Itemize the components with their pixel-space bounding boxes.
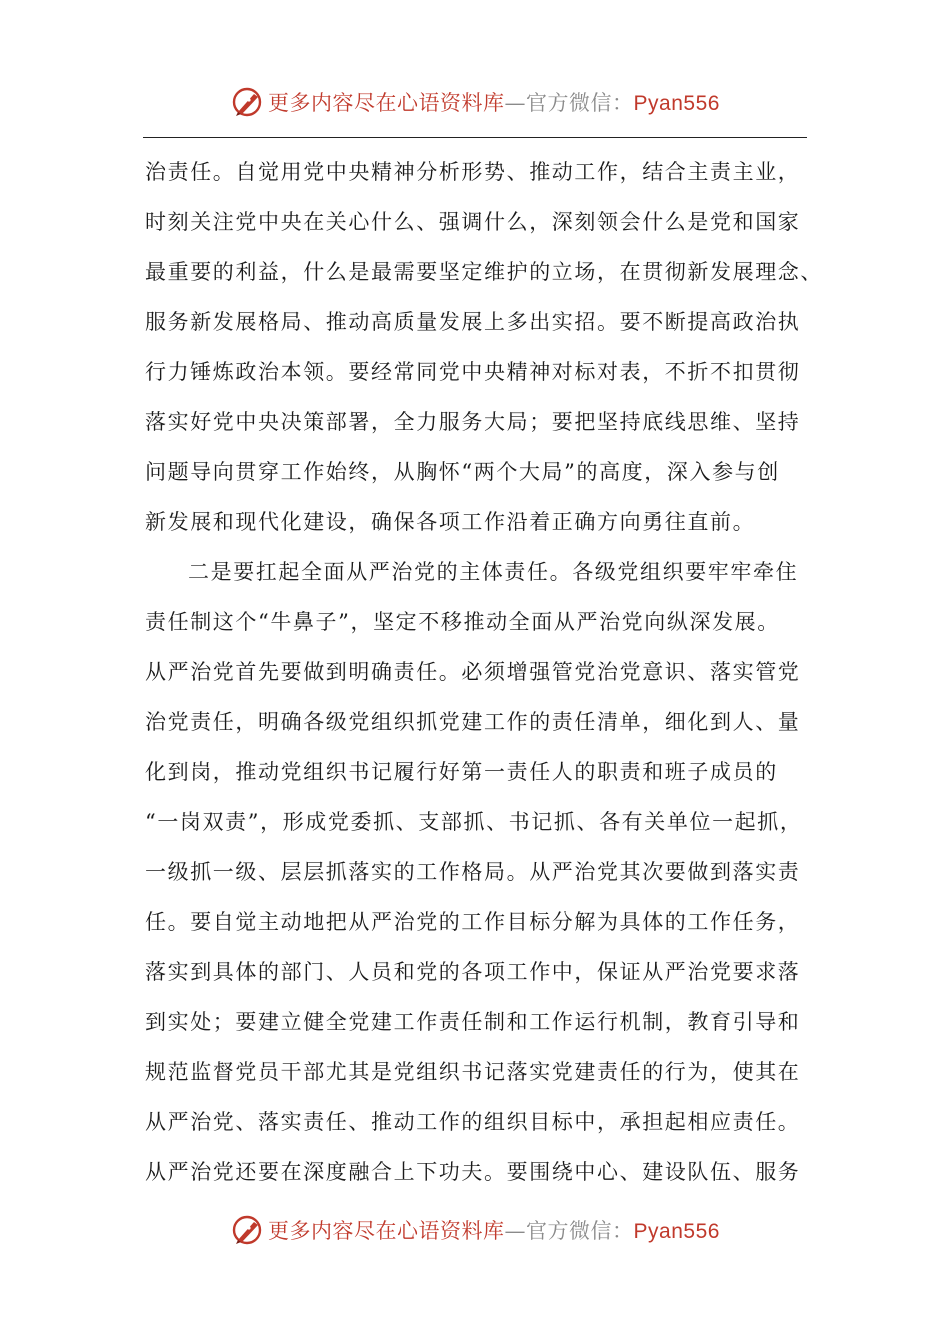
footer-banner-text	[268, 1215, 720, 1245]
text-line: 一级抓一级、层层抓落实的工作格局。从严治党其次要做到落实责	[145, 860, 801, 884]
text-line: 治责任。自觉用党中央精神分析形势、推动工作，结合主责主业，	[145, 160, 801, 184]
text-line: 问题导向贯穿工作始终，从胸怀“两个大局”的高度，深入参与创	[145, 460, 780, 484]
header-banner-dash: —	[504, 91, 527, 115]
text-line: 行力锤炼政治本领。要经常同党中央精神对标对表，不折不扣贯彻	[145, 360, 801, 384]
header-banner-text	[268, 87, 720, 117]
header-banner	[0, 82, 950, 122]
text-line: 化到岗，推动党组织书记履行好第一责任人的职责和班子成员的	[145, 760, 778, 784]
text-line: 新发展和现代化建设，确保各项工作沿着正确方向勇往直前。	[145, 510, 756, 534]
header-banner-contact-id: Pyan556	[633, 92, 720, 115]
text-line: 从严治党还要在深度融合上下功夫。要围绕中心、建设队伍、服务	[145, 1160, 801, 1184]
text-line: 二是要扛起全面从严治党的主体责任。各级党组织要牢牢牵住	[188, 560, 799, 584]
text-line: 从严治党、落实责任、推动工作的组织目标中，承担起相应责任。	[145, 1110, 801, 1134]
text-line: 规范监督党员干部尤其是党组织书记落实党建责任的行为，使其在	[145, 1060, 801, 1084]
footer-banner-dash: —	[504, 1219, 527, 1243]
text-line: 责任制这个“牛鼻子”，坚定不移推动全面从严治党向纵深发展。	[145, 610, 780, 634]
text-line: 任。要自觉主动地把从严治党的工作目标分解为具体的工作任务，	[145, 910, 801, 934]
footer-banner	[0, 1210, 950, 1250]
header-banner-title: 更多内容尽在心语资料库	[268, 91, 505, 115]
text-line: 治党责任，明确各级党组织抓党建工作的责任清单，细化到人、量	[145, 710, 801, 734]
text-line: 时刻关注党中央在关心什么、强调什么，深刻领会什么是党和国家	[145, 210, 801, 234]
text-line: 到实处；要建立健全党建工作责任制和工作运行机制，教育引导和	[145, 1010, 801, 1034]
text-line: 从严治党首先要做到明确责任。必须增强管党治党意识、落实管党	[145, 660, 801, 684]
text-line: 服务新发展格局、推动高质量发展上多出实招。要不断提高政治执	[145, 310, 801, 334]
header-banner-contact-label: 官方微信：	[526, 91, 634, 115]
pen-logo-icon	[230, 85, 264, 119]
footer-banner-contact-label: 官方微信：	[526, 1219, 634, 1243]
document-body	[145, 147, 825, 1197]
pen-logo-icon	[230, 1213, 264, 1247]
text-line: “一岗双责”，形成党委抓、支部抓、书记抓、各有关单位一起抓，	[145, 810, 803, 834]
footer-banner-title: 更多内容尽在心语资料库	[268, 1219, 505, 1243]
footer-banner-contact-id: Pyan556	[633, 1220, 720, 1243]
header-divider	[143, 137, 807, 138]
text-line: 最重要的利益，什么是最需要坚定维护的立场，在贯彻新发展理念、	[145, 260, 823, 284]
text-line: 落实到具体的部门、人员和党的各项工作中，保证从严治党要求落	[145, 960, 801, 984]
text-line: 落实好党中央决策部署，全力服务大局；要把坚持底线思维、坚持	[145, 410, 801, 434]
